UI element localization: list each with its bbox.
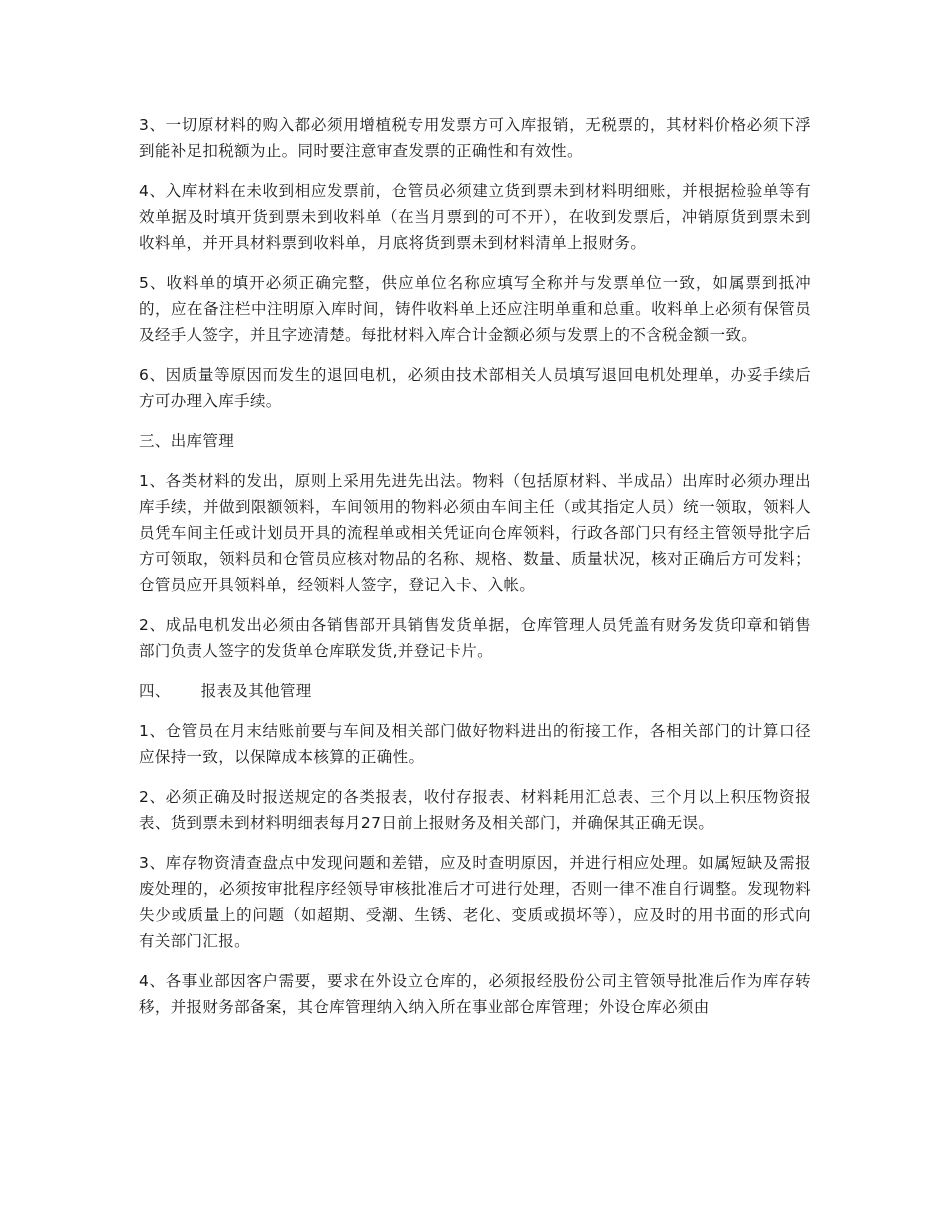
outbound-paragraph-1: 1、各类材料的发出，原则上采用先进先出法。物料（包括原材料、半成品）出库时必须办理出库手续，并做到限额领料，车间领用的物料必须由车间主任（或其指定人员）统一领取，领料人员凭车间主任或计划员开具的流程单或相关凭证向仓库领料，行政各部门只有经主管领导批字后方可领取，领料员和仓管员应核对物品的名称、规格、数量、质量状况，核对正确后方可发料；仓管员应开具领料单，经领料人签字，登记入卡、入帐。 <box>139 472 811 594</box>
paragraph-5: 5、收料单的填开必须正确完整，供应单位名称应填写全称并与发票单位一致，如属票到抵冲的，应在备注栏中注明原入库时间，铸件收料单上还应注明单重和总重。收料单上必须有保管员及经手人签字，并且字迹清楚。每批材料入库合计金额必须与发票上的不含税金额一致。 <box>139 274 811 344</box>
section-number: 四、 <box>139 682 171 700</box>
paragraph-6: 6、因质量等原因而发生的退回电机，必须由技术部相关人员填写退回电机处理单，办妥手续后方可办理入库手续。 <box>139 366 811 410</box>
section-heading-outbound: 三、出库管理 <box>139 432 235 450</box>
reports-paragraph-4: 4、各事业部因客户需要，要求在外设立仓库的，必须报经股份公司主管领导批准后作为库存转移，并报财务部备案，其仓库管理纳入纳入所在事业部仓库管理；外设仓库必须由 <box>139 972 811 1016</box>
outbound-paragraph-2: 2、成品电机发出必须由各销售部开具销售发货单据，仓库管理人员凭盖有财务发货印章和销售部门负责人签字的发货单仓库联发货,并登记卡片。 <box>139 616 811 660</box>
paragraph-3: 3、一切原材料的购入都必须用增植税专用发票方可入库报销，无税票的，其材料价格必须下浮到能补足扣税额为止。同时要注意审查发票的正确性和有效性。 <box>139 116 811 160</box>
section-heading-reports <box>139 678 811 704</box>
reports-paragraph-3: 3、库存物资清查盘点中发现问题和差错，应及时查明原因，并进行相应处理。如属短缺及需报废处理的，必须按审批程序经领导审核批准后才可进行处理，否则一律不准自行调整。发现物料失少或质量上的问题（如超期、受潮、生锈、老化、变质或损坏等），应及时的用书面的形式向有关部门汇报。 <box>139 854 811 950</box>
section-title: 报表及其他管理 <box>200 682 312 700</box>
document-page <box>139 112 811 1034</box>
paragraph-4: 4、入库材料在未收到相应发票前，仓管员必须建立货到票未到材料明细账，并根据检验单等有效单据及时填开货到票未到收料单（在当月票到的可不开），在收到发票后，冲销原货到票未到收料单，并开具材料票到收料单，月底将货到票未到材料清单上报财务。 <box>139 182 811 252</box>
reports-paragraph-1: 1、仓管员在月末结账前要与车间及相关部门做好物料进出的衔接工作，各相关部门的计算口径应保持一致，以保障成本核算的正确性。 <box>139 722 811 766</box>
reports-paragraph-2: 2、必须正确及时报送规定的各类报表，收付存报表、材料耗用汇总表、三个月以上积压物资报表、货到票未到材料明细表每月27日前上报财务及相关部门，并确保其正确无误。 <box>139 788 811 832</box>
